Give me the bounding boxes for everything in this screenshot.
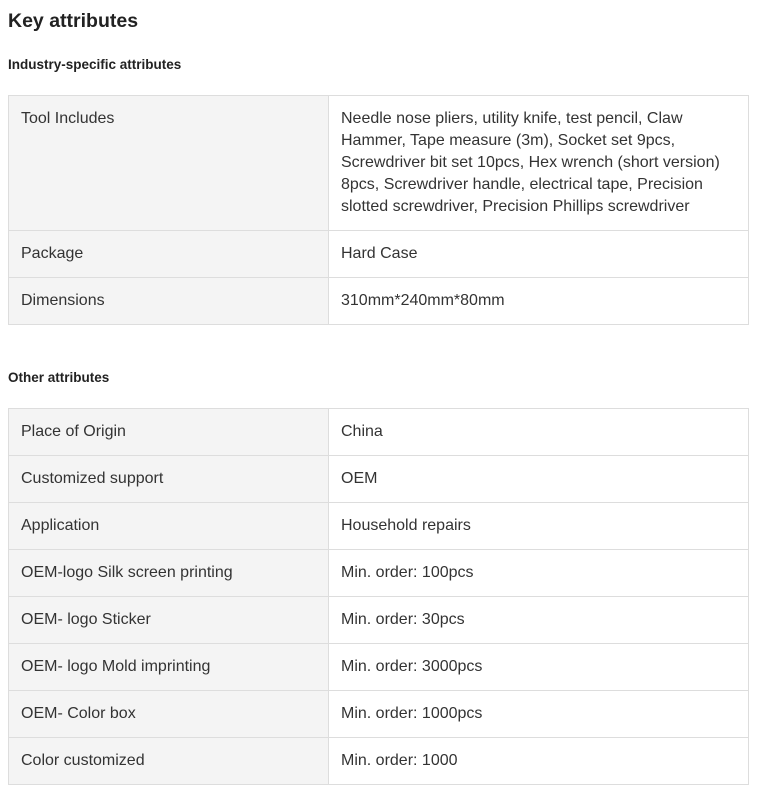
attribute-value: 310mm*240mm*80mm — [329, 278, 749, 325]
attribute-value: Household repairs — [329, 503, 749, 550]
attribute-value: Min. order: 3000pcs — [329, 644, 749, 691]
attribute-key: OEM- logo Sticker — [9, 597, 329, 644]
table-row — [9, 738, 749, 785]
industry-attributes-heading: Industry-specific attributes — [8, 57, 182, 72]
attribute-value: China — [329, 409, 749, 456]
page-title: Key attributes — [8, 10, 139, 32]
other-attributes-table — [8, 408, 749, 785]
other-attributes-heading: Other attributes — [8, 370, 110, 385]
attribute-value: Hard Case — [329, 231, 749, 278]
attribute-value: Needle nose pliers, utility knife, test pencil, Claw Hammer, Tape measure (3m), Socket set 9pcs, Screwdriver bit set 10pcs, Hex wrench (short version) 8pcs, Screwdriver handle, electrical tape, Precision slotted screwdriver, Precision Phillips screwdriver — [329, 96, 749, 231]
attribute-key: OEM- Color box — [9, 691, 329, 738]
attribute-value: Min. order: 100pcs — [329, 550, 749, 597]
table-row — [9, 597, 749, 644]
attribute-key: Tool Includes — [9, 96, 329, 231]
attribute-key: Dimensions — [9, 278, 329, 325]
attribute-key: Package — [9, 231, 329, 278]
table-row — [9, 96, 749, 231]
attribute-value: Min. order: 1000pcs — [329, 691, 749, 738]
attribute-key: Color customized — [9, 738, 329, 785]
table-row — [9, 278, 749, 325]
table-row — [9, 231, 749, 278]
table-row — [9, 644, 749, 691]
attribute-key: Application — [9, 503, 329, 550]
table-row — [9, 550, 749, 597]
attribute-key: OEM-logo Silk screen printing — [9, 550, 329, 597]
table-row — [9, 691, 749, 738]
attribute-value: Min. order: 30pcs — [329, 597, 749, 644]
attribute-value: OEM — [329, 456, 749, 503]
table-row — [9, 456, 749, 503]
attribute-value: Min. order: 1000 — [329, 738, 749, 785]
attribute-key: OEM- logo Mold imprinting — [9, 644, 329, 691]
table-row — [9, 409, 749, 456]
attribute-key: Customized support — [9, 456, 329, 503]
table-row — [9, 503, 749, 550]
industry-attributes-table — [8, 95, 749, 325]
attribute-key: Place of Origin — [9, 409, 329, 456]
